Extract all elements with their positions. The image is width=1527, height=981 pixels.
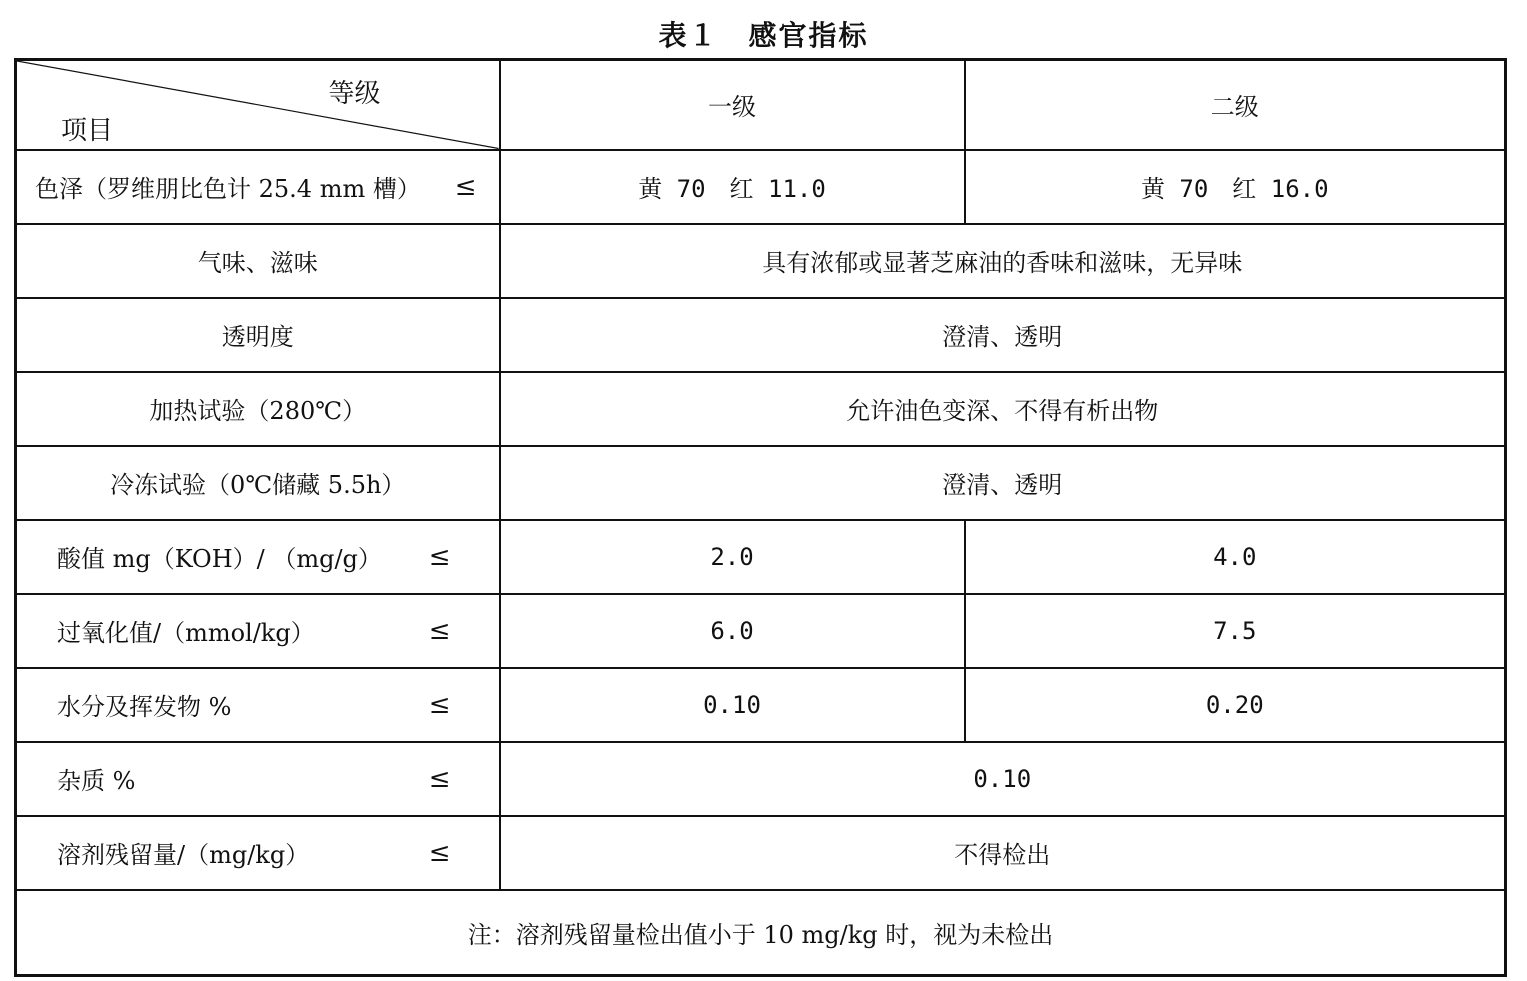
item-cell	[16, 224, 500, 298]
merged-value-cell: 0.10	[500, 742, 1506, 816]
grade2-value-cell: 0.20	[965, 668, 1506, 742]
less-equal-symbol: ≤	[454, 171, 477, 202]
merged-value-cell: 具有浓郁或显著芝麻油的香味和滋味，无异味	[500, 224, 1506, 298]
grade1-value-cell: 6.0	[500, 594, 965, 668]
less-equal-symbol: ≤	[428, 763, 451, 794]
item-cell	[16, 372, 500, 446]
less-equal-symbol: ≤	[428, 541, 451, 572]
item-cell	[16, 742, 500, 816]
item-cell	[16, 520, 500, 594]
item-cell	[16, 816, 500, 890]
grade1-value-cell: 黄 70 红 11.0	[500, 150, 965, 224]
merged-value-cell: 允许油色变深、不得有析出物	[500, 372, 1506, 446]
grade2-header: 二级	[965, 60, 1506, 150]
item-cell	[16, 668, 500, 742]
item-label: 酸值 mg（KOH）/ （mg/g）	[57, 545, 382, 573]
diagonal-header-cell	[16, 60, 500, 150]
grade1-value-cell: 0.10	[500, 668, 965, 742]
item-label: 色泽（罗维朋比色计 25.4 mm 槽）	[35, 175, 421, 203]
item-label: 水分及挥发物 %	[57, 693, 232, 721]
item-header-label: 项目	[61, 115, 114, 146]
table-row	[16, 446, 1506, 520]
item-label: 溶剂残留量/（mg/kg）	[57, 841, 310, 869]
merged-value-cell: 不得检出	[500, 816, 1506, 890]
table-row	[16, 520, 1506, 594]
less-equal-symbol: ≤	[428, 837, 451, 868]
item-label: 气味、滋味	[197, 249, 318, 277]
table-title: 表１ 感官指标	[658, 19, 869, 52]
grade-header-label: 等级	[328, 79, 381, 109]
table-row	[16, 150, 1506, 224]
table-row	[16, 668, 1506, 742]
less-equal-symbol: ≤	[428, 689, 451, 720]
item-cell	[16, 594, 500, 668]
table-row	[16, 594, 1506, 668]
grade2-value-cell: 黄 70 红 16.0	[965, 150, 1506, 224]
header-row	[16, 60, 1506, 150]
grade1-value-cell: 2.0	[500, 520, 965, 594]
table-row	[16, 372, 1506, 446]
grade1-header: 一级	[500, 60, 965, 150]
merged-value-cell: 澄清、透明	[500, 298, 1506, 372]
table-row	[16, 742, 1506, 816]
table-row	[16, 816, 1506, 890]
grade2-value-cell: 7.5	[965, 594, 1506, 668]
table-row	[16, 224, 1506, 298]
item-label: 加热试验（280℃）	[149, 397, 367, 425]
table-row	[16, 298, 1506, 372]
item-label: 透明度	[221, 323, 294, 351]
sensory-index-table	[14, 58, 1507, 977]
less-equal-symbol: ≤	[428, 615, 451, 646]
grade2-value-cell: 4.0	[965, 520, 1506, 594]
item-label: 过氧化值/（mmol/kg）	[57, 619, 315, 647]
note-row	[16, 890, 1506, 976]
item-label: 冷冻试验（0℃储藏 5.5h）	[110, 471, 406, 499]
item-cell	[16, 446, 500, 520]
table-note: 注：溶剂残留量检出值小于 10 mg/kg 时，视为未检出	[16, 890, 1506, 976]
item-cell	[16, 150, 500, 224]
item-cell	[16, 298, 500, 372]
item-label: 杂质 %	[57, 767, 136, 795]
merged-value-cell: 澄清、透明	[500, 446, 1506, 520]
